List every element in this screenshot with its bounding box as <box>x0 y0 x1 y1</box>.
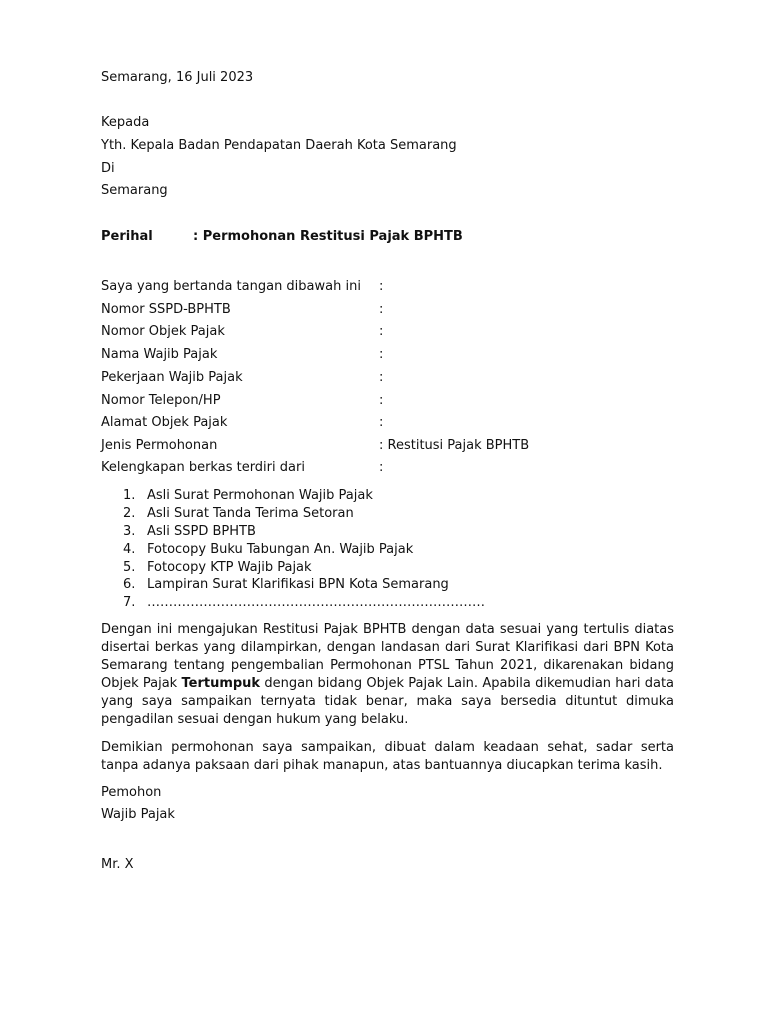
field-value: : <box>379 460 384 475</box>
field-value: : <box>379 302 384 317</box>
list-item-number: 3. <box>123 523 136 539</box>
field-value: : <box>379 370 384 385</box>
subject-value: : Permohonan Restitusi Pajak BPHTB <box>193 229 463 244</box>
list-item-text: …………………………………………………………………… <box>147 595 485 611</box>
field-label: Pekerjaan Wajib Pajak <box>101 370 243 385</box>
field-label: Alamat Objek Pajak <box>101 415 228 430</box>
signer-name: Mr. X <box>101 857 134 872</box>
body-paragraph-closing: Demikian permohonan saya sampaikan, dibuat dalam keadaan sehat, sadar serta tanpa adanya paksaan dari pihak manapun, atas bantuannya diucapkan terima kasih. <box>101 740 674 774</box>
field-label: Nomor SSPD-BPHTB <box>101 302 231 317</box>
field-value: : Restitusi Pajak BPHTB <box>379 438 530 453</box>
field-value: : <box>379 393 384 408</box>
list-item-number: 6. <box>123 577 136 593</box>
field-label: Kelengkapan berkas terdiri dari <box>101 460 305 475</box>
list-item-text: Lampiran Surat Klarifikasi BPN Kota Semarang <box>147 577 449 593</box>
list-item-number: 2. <box>123 505 136 521</box>
field-label: Jenis Permohonan <box>101 438 218 453</box>
field-value: : <box>379 347 384 362</box>
recipient-addressee: Yth. Kepala Badan Pendapatan Daerah Kota Semarang <box>101 138 457 153</box>
field-label: Saya yang bertanda tangan dibawah ini <box>101 279 361 294</box>
subject-label: Perihal <box>101 229 153 244</box>
recipient-to: Kepada <box>101 115 150 130</box>
list-item-text: Fotocopy Buku Tabungan An. Wajib Pajak <box>147 541 414 557</box>
body-text-after: dengan bidang Objek Pajak Lain. Apabila dikemudian hari data yang saya sampaikan ternyata tidak benar, maka saya bersedia dituntut dimuka pengadilan sesuai dengan hukum yang belaku. <box>101 676 675 728</box>
list-item-number: 1. <box>123 488 136 503</box>
list-item-text: Asli Surat Permohonan Wajib Pajak <box>147 488 373 503</box>
recipient-di: Di <box>101 161 115 176</box>
list-item-text: Asli Surat Tanda Terima Setoran <box>147 505 354 521</box>
signer-role: Pemohon <box>101 785 162 800</box>
place-date: Semarang, 16 Juli 2023 <box>101 70 254 85</box>
field-value: : <box>379 324 384 339</box>
field-label: Nomor Telepon/HP <box>101 393 221 408</box>
list-item-text: Asli SSPD BPHTB <box>147 523 256 539</box>
body-paragraph-request <box>101 621 674 730</box>
body-text-bold: Tertumpuk <box>181 676 261 692</box>
list-item-number: 7. <box>123 595 136 611</box>
field-value: : <box>379 415 384 430</box>
list-item-number: 5. <box>123 559 136 575</box>
field-value: : <box>379 279 384 294</box>
recipient-city: Semarang <box>101 183 168 198</box>
field-label: Nomor Objek Pajak <box>101 324 225 339</box>
list-item-number: 4. <box>123 541 136 557</box>
body-text-before: Dengan ini mengajukan Restitusi Pajak BPHTB dengan data sesuai yang tertulis diatas disertai berkas yang dilampirkan, dengan landasan dari Surat Klarifikasi dari BPN Kota Semarang tentang pengembalian Permohonan PTSL Tahun 2021, dikarenakan bidang Objek Pajak <box>101 622 674 692</box>
signer-role-secondary: Wajib Pajak <box>101 807 175 822</box>
field-label: Nama Wajib Pajak <box>101 347 218 362</box>
list-item-text: Fotocopy KTP Wajib Pajak <box>147 559 312 575</box>
